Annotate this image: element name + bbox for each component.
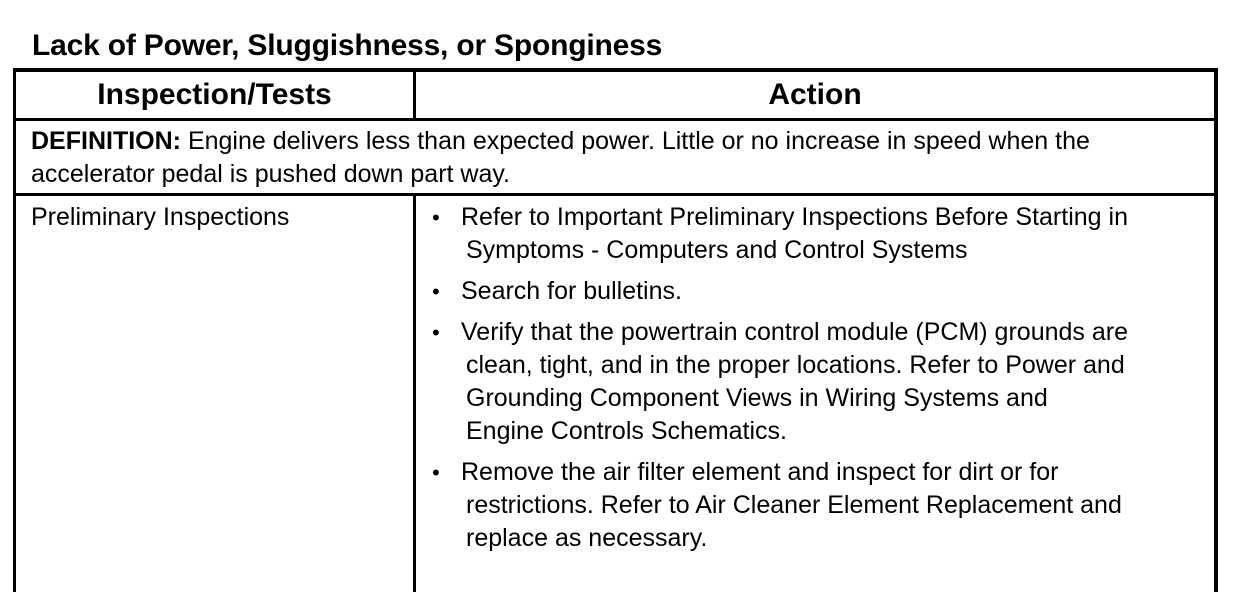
definition-row bbox=[31, 125, 1201, 191]
action-line: Verify that the powertrain control module (PCM) grounds are bbox=[461, 318, 1128, 346]
action-item bbox=[429, 275, 1214, 308]
action-line: Grounding Component Views in Wiring Systems and bbox=[466, 384, 1048, 412]
action-line: Search for bulletins. bbox=[461, 277, 682, 305]
diagnostic-table bbox=[13, 68, 1218, 592]
action-line: replace as necessary. bbox=[466, 524, 708, 552]
action-line: Engine Controls Schematics. bbox=[466, 417, 787, 445]
column-header-inspection: Inspection/Tests bbox=[97, 78, 332, 111]
definition-label: DEFINITION: bbox=[31, 127, 181, 155]
action-line: Symptoms - Computers and Control Systems bbox=[466, 236, 968, 264]
definition-row-divider bbox=[13, 193, 1218, 196]
bullet-icon: • bbox=[432, 279, 440, 304]
table-border-top bbox=[13, 68, 1218, 72]
inspection-cell: Preliminary Inspections bbox=[31, 203, 290, 231]
action-line: Refer to Important Preliminary Inspections Before Starting in bbox=[461, 203, 1128, 231]
table-border-left bbox=[13, 68, 16, 592]
action-line: restrictions. Refer to Air Cleaner Element Replacement and bbox=[466, 491, 1122, 519]
bullet-icon: • bbox=[432, 460, 440, 485]
action-list bbox=[429, 201, 1214, 563]
action-item bbox=[429, 456, 1214, 555]
bullet-icon: • bbox=[432, 320, 440, 345]
action-line: clean, tight, and in the proper locations. Refer to Power and bbox=[466, 351, 1125, 379]
definition-text: Engine delivers less than expected power. Little or no increase in speed when the accelerator pedal is pushed down part way. bbox=[31, 127, 1090, 188]
table-border-right bbox=[1214, 68, 1218, 592]
action-item bbox=[429, 201, 1214, 267]
header-row-divider bbox=[13, 118, 1218, 121]
column-header-action: Action bbox=[768, 78, 862, 111]
action-item bbox=[429, 316, 1214, 448]
action-line: Remove the air filter element and inspect for dirt or for bbox=[461, 458, 1059, 486]
page-title: Lack of Power, Sluggishness, or Sponginess bbox=[32, 29, 663, 62]
bullet-icon: • bbox=[432, 205, 440, 230]
body-column-divider bbox=[413, 196, 416, 592]
